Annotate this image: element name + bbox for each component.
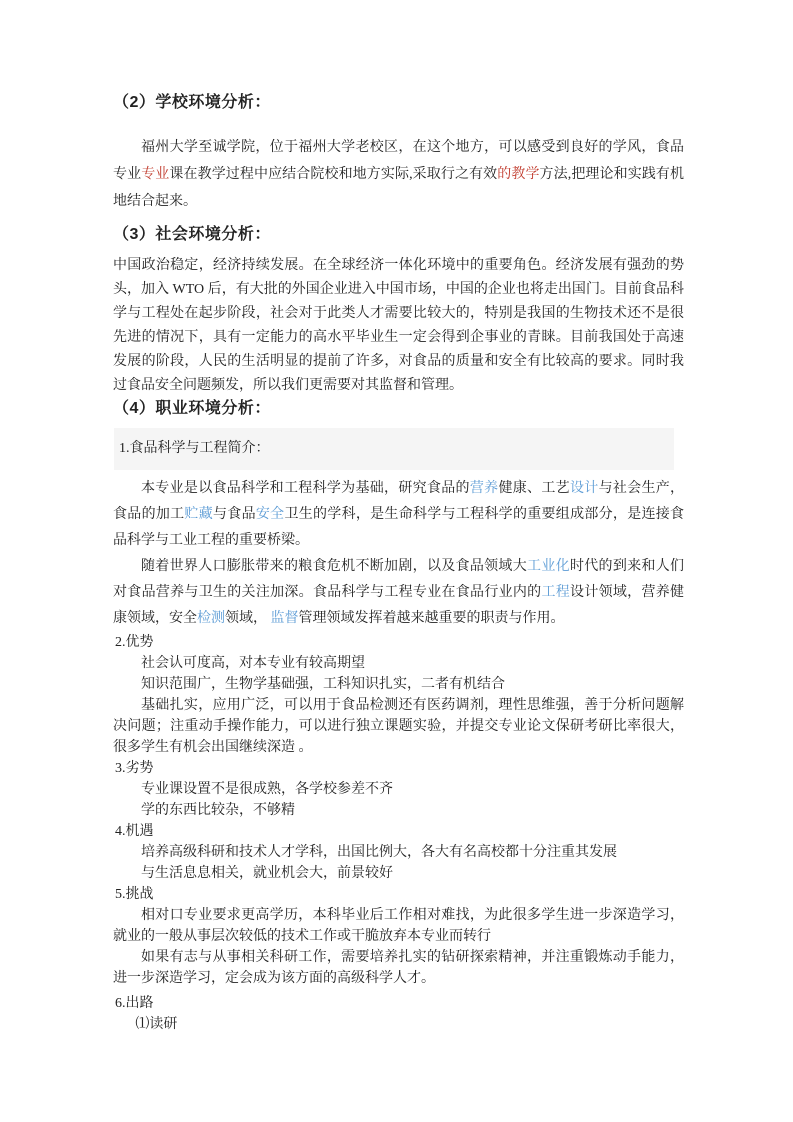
text-segment: 课在教学过程中应结合院校和地方实际,采取行之有效 (169, 167, 498, 182)
text-segment: 健康、工艺 (498, 481, 570, 496)
disadvantages-item-1: 专业课设置不是很成熟，各学校参差不齐 (141, 782, 393, 797)
text-segment: 本专业是以食品科学和工程科学为基础，研究食品的 (141, 481, 470, 496)
label-advantages: 2.优势 (115, 635, 154, 650)
advantages-item-2: 知识范围广，生物学基础强，工科知识扎实，二者有机结合 (141, 677, 505, 692)
heading-career-environment: （4）职业环境分析： (113, 400, 271, 417)
para-major-intro-2 (113, 554, 684, 632)
blue-text-segment: 工业化 (527, 559, 570, 574)
blue-text-segment: 贮藏 (184, 507, 213, 522)
subsection-title: 1.食品科学与工程简介： (119, 441, 270, 456)
blue-text-segment: 安全 (255, 507, 285, 522)
para-social-environment: 中国政治稳定，经济持续发展。在全球经济一体化环境中的重要角色。经济发展有强劲的势头，加入 WTO 后，有大批的外国企业进入中国市场，中国的企业也将走出国门。目前食品科学与工程处在起步阶段，社会对于此类人才需要比较大的，特别是我国的生物技术还不是很先进的情况下，具有一定能力的高水平毕业生一定会得到企事业的青睐。目前我国处于高速发展的阶段，人民的生活明显的提前了许多，对食品的质量和安全有比较高的要求。同时我过食品安全问题频发，所以我们更需要对其监督和管理。 (113, 258, 684, 393)
para-major-intro-1 (113, 476, 684, 554)
disadvantages-item-2: 学的东西比较杂，不够精 (141, 803, 295, 818)
label-challenges: 5.挑战 (115, 887, 154, 902)
label-outlook: 6.出路 (115, 996, 154, 1011)
heading-social-environment: （3）社会环境分析： (113, 226, 271, 243)
text-segment: 随着世界人口膨胀带来的粮食危机不断加剧，以及食品领域大 (141, 559, 528, 574)
text-segment: 设计领域，营养健康领域，安全 (113, 585, 685, 626)
text-segment: 时代的到来和人们对食品营养与卫生的关注加深。食品科学与工程专业在食品行业内的 (113, 559, 685, 600)
outlook-item-1: ⑴读研 (135, 1017, 178, 1032)
opportunities-item-2: 与生活息息相关，就业机会大，前景较好 (141, 866, 393, 881)
advantages-item-3: 基础扎实，应用广泛，可以用于食品检测还有医药调剂，理性思维强，善于分析问题解决问题；注重动手操作能力，可以进行独立课题实验，并提交专业论文保研考研比率很大，很多学生有机会出国继续深造 。 (113, 698, 684, 755)
para-school-environment (113, 134, 684, 215)
blue-text-segment: 工程 (541, 585, 571, 600)
opportunities-item-1: 培养高级科研和技术人才学科，出国比例大，各大有名高校都十分注重其发展 (141, 845, 617, 860)
subsection-title-band (114, 428, 674, 470)
red-text-segment: 的教学 (497, 167, 540, 182)
label-opportunities: 4.机遇 (115, 824, 154, 839)
text-segment: 领域， (225, 611, 271, 626)
challenges-item-1: 相对口专业要求更高学历，本科毕业后工作相对难找，为此很多学生进一步深造学习，就业的一般从事层次较低的技术工作或干脆放弃本专业而转行 (113, 908, 684, 944)
text-segment: 卫生的学科，是生命科学与工程科学的重要组成部分，是连接食品科学与工业工程的重要桥梁。 (113, 507, 685, 548)
challenges-item-2: 如果有志与从事相关科研工作，需要培养扎实的钻研探索精神，并注重锻炼动手能力，进一步深造学习，定会成为该方面的高级科学人才。 (113, 950, 684, 986)
blue-text-segment: 检测 (197, 611, 225, 626)
heading-school-environment: （2）学校环境分析： (113, 94, 271, 111)
red-text-segment: 专业 (141, 167, 170, 182)
text-segment: 福州大学至诚学院，位于福州大学老校区，在这个地方，可以感受到良好的学风，食品专业 (113, 140, 684, 182)
advantages-item-1: 社会认可度高，对本专业有较高期望 (141, 656, 365, 671)
blue-text-segment: 营养 (469, 481, 499, 496)
text-segment: 方法,把理论和实践有机地结合起来。 (113, 167, 685, 209)
blue-text-segment: 设计 (569, 481, 599, 496)
text-segment: 与食品 (213, 507, 256, 522)
text-segment: 与社会生产，食品的加工 (113, 481, 685, 522)
label-disadvantages: 3.劣势 (115, 761, 154, 776)
blue-text-segment: 监督 (270, 611, 299, 626)
text-segment: 管理领域发挥着越来越重要的职责与作用。 (298, 611, 565, 626)
